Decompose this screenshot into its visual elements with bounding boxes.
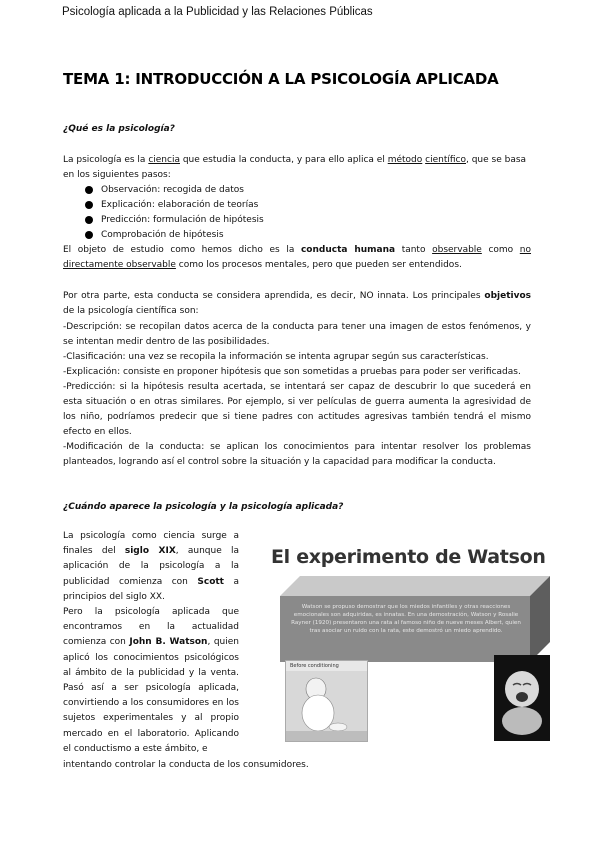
- paragraph-objectives: Por otra parte, esta conducta se considera aprendida, es decir, NO innata. Los principales objetivos de la psicología científica son:: [63, 291, 531, 316]
- document-header: Psicología aplicada a la Publicidad y las Relaciones Públicas: [62, 6, 373, 18]
- list-item: Explicación: elaboración de teorías: [85, 198, 264, 213]
- section-question-1: ¿Qué es la psicología?: [63, 124, 175, 134]
- figure-title: El experimento de Watson: [271, 546, 546, 568]
- objective-modification: -Modificación de la conducta: se aplican los conocimientos para intentar resolver los problemas planteados, logrando así el control sobre la situación y la capacidad para modificar la conducta.: [63, 442, 531, 467]
- paragraph-object: El objeto de estudio como hemos dicho es la conducta humana tanto observable como no directamente observable como los procesos mentales, pero que pueden ser entendidos.: [63, 245, 532, 270]
- baby-with-rat-photo: [285, 660, 368, 742]
- list-item: Observación: recogida de datos: [85, 183, 264, 198]
- section-question-2: ¿Cuándo aparece la psicología y la psicología aplicada?: [63, 502, 344, 512]
- crying-baby-photo: [494, 655, 550, 741]
- baby-rat-illustration: [286, 661, 367, 741]
- box-top-face: [280, 576, 550, 596]
- objective-classification: -Clasificación: una vez se recopila la información se intenta agrupar según sus características.: [63, 352, 489, 362]
- figure-box-text: Watson se propuso demostrar que los miedos infantiles y otras reacciones emocionales son adquiridas, es innatas. En una demostración, Watson y Rosalie Rayner (1920) presentaron una rata al famoso niño de nueve meses Albert, quien tras asociar un ruido con la rata, este demostró un miedo aprendido.: [291, 604, 521, 634]
- paragraph-history-last-line: intentando controlar la conducta de los consumidores.: [63, 760, 309, 770]
- objective-explanation: -Explicación: consiste en proponer hipótesis que son sometidas a pruebas para poder ser verificadas.: [63, 367, 521, 377]
- objective-description: -Descripción: se recopilan datos acerca de la conducta para tener una imagen de estos fenómenos, y se intentan medir dentro de las posibilidades.: [63, 322, 531, 347]
- photo-caption: Before conditioning: [290, 663, 339, 669]
- objective-prediction: -Predicción: si la hipótesis resulta acertada, se intentará ser capaz de descubrir lo que sucederá en esta situación o en otras similares. Por ejemplo, si ver películas de guerra aumenta la agresividad de los niño, podríamos predecir que si tiene padres con actitudes agresivas también tendrá el mismo efecto en ellos.: [63, 382, 531, 437]
- crying-baby-illustration: [494, 655, 550, 741]
- paragraph-definition: La psicología es la ciencia que estudia la conducta, y para ello aplica el método científico, que se basa en los siguientes pasos:: [63, 155, 527, 180]
- list-item: Predicción: formulación de hipótesis: [85, 213, 264, 228]
- list-item: Comprobación de hipótesis: [85, 228, 264, 243]
- page-title: TEMA 1: INTRODUCCIÓN A LA PSICOLOGÍA APLICADA: [63, 70, 499, 88]
- steps-list: [85, 183, 264, 243]
- paragraph-history: La psicología como ciencia surge a finales del siglo XIX, aunque la aplicación de la psicología a la publicidad comienza con Scott a principios del siglo XX. Pero la psicología aplicada que encontramos en la actualidad comienza con John B. Watson, quien aplicó los conocimientos psicológicos al ámbito de la publicidad y la venta. Pasó así a ser psicología aplicada, convirtiendo a los consumidores en los sujetos experimentales y al propio mercado en el laboratorio. Aplicando el conductismo a este ámbito, e: [63, 531, 240, 754]
